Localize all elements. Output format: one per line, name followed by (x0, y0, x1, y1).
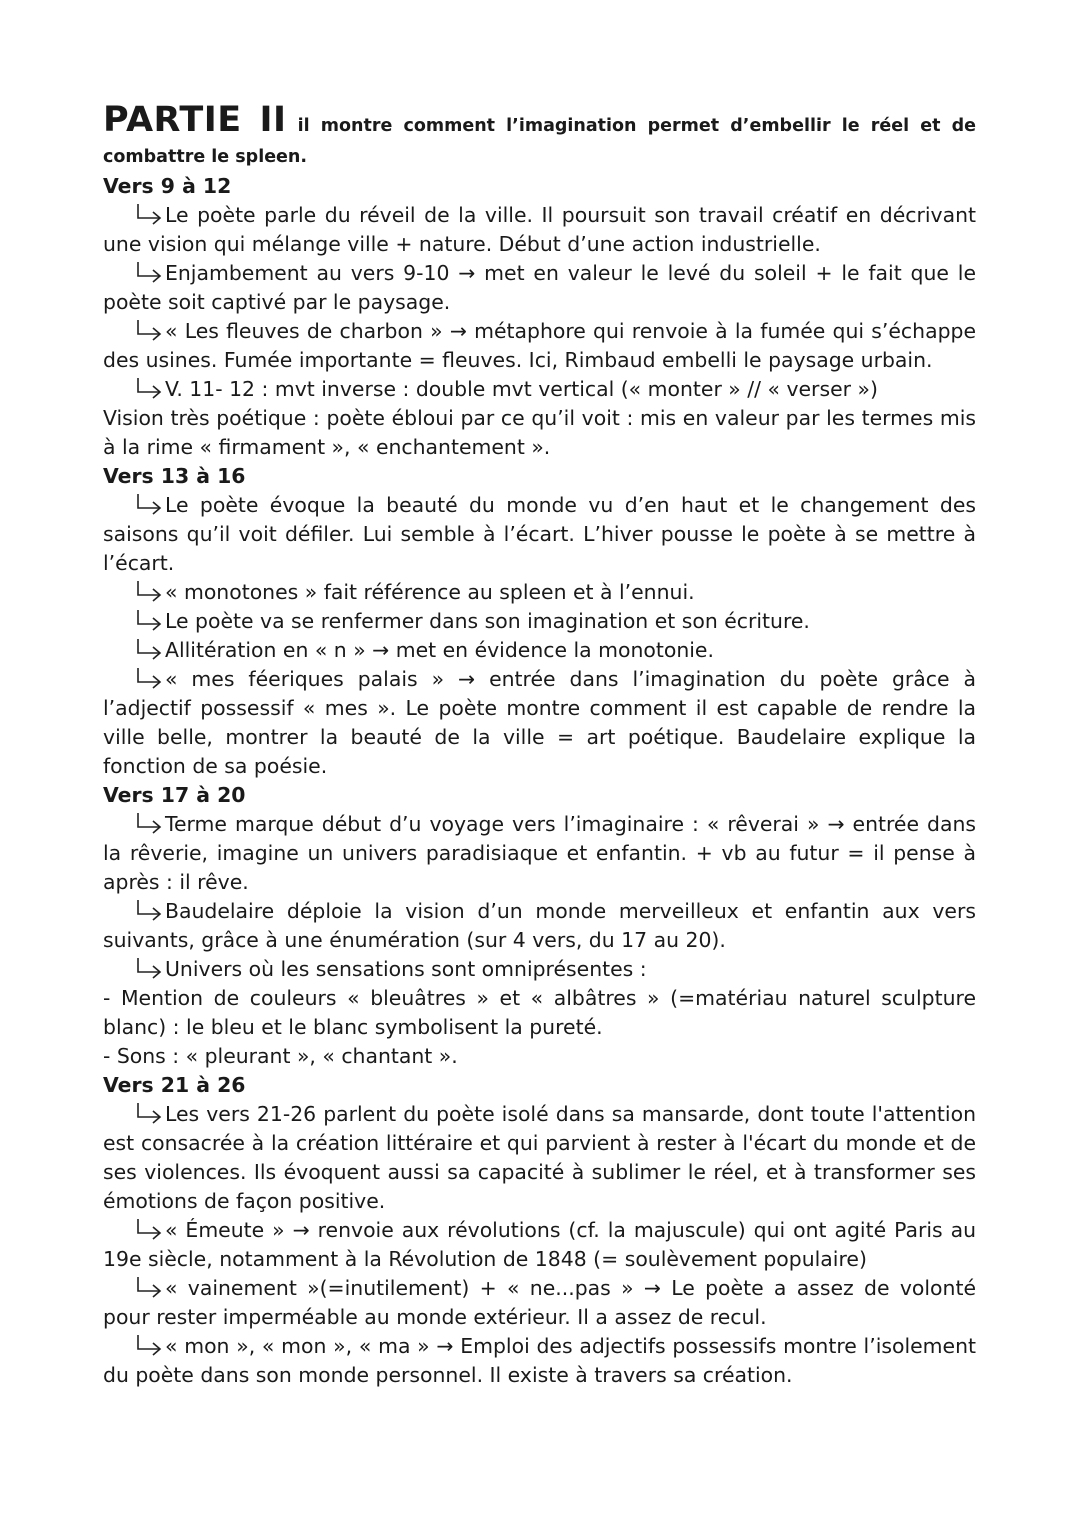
section-title: Vers 13 à 16 (103, 464, 246, 488)
bent-arrow-icon (133, 1102, 165, 1124)
bullet-text: Le poète évoque la beauté du monde vu d’en haut et le changement des saisons qu’il voit défiler. Lui semble à l’écart. L’hiver pousse le poète à se mettre à l’écart. (103, 493, 976, 575)
part-subtitle: il montre comment l’imagination permet d’embellir le réel et de combattre le spleen. (103, 116, 976, 167)
section-title: Vers 9 à 12 (103, 174, 232, 198)
bullet-paragraph (103, 317, 976, 375)
bullet-paragraph (103, 955, 976, 984)
bullet-paragraph (103, 897, 976, 955)
bent-arrow-icon (133, 580, 165, 602)
bent-arrow-icon (133, 377, 165, 399)
bent-arrow-icon (133, 638, 165, 660)
list-item: - Sons : « pleurant », « chantant ». (103, 1044, 458, 1068)
plain-paragraph: Vision très poétique : poète ébloui par ce qu’il voit : mis en valeur par les termes mis à la rime « firmament », « enchantement ». (103, 406, 976, 459)
list-item: - Mention de couleurs « bleuâtres » et « albâtres » (=matériau naturel sculpture blanc) : le bleu et le blanc symbolisent la pureté. (103, 986, 976, 1039)
bullet-text: « vainement »(=inutilement) + « ne...pas » → Le poète a assez de volonté pour rester imperméable au monde extérieur. Il a assez de recul. (103, 1276, 976, 1329)
bullet-paragraph (103, 491, 976, 578)
bullet-paragraph (103, 1216, 976, 1274)
bullet-text: « mon », « mon », « ma » → Emploi des adjectifs possessifs montre l’isolement du poète dans son monde personnel. Il existe à travers sa création. (103, 1334, 976, 1387)
bullet-paragraph (103, 259, 976, 317)
bent-arrow-icon (133, 899, 165, 921)
bullet-paragraph (103, 607, 976, 636)
bullet-text: Univers où les sensations sont omniprésentes : (165, 957, 647, 981)
bullet-paragraph (103, 578, 976, 607)
bullet-paragraph (103, 375, 976, 404)
bent-arrow-icon (133, 493, 165, 515)
bullet-text: Allitération en « n » → met en évidence la monotonie. (165, 638, 714, 662)
bullet-text: Le poète va se renfermer dans son imagination et son écriture. (165, 609, 810, 633)
bent-arrow-icon (133, 319, 165, 341)
section-title: Vers 17 à 20 (103, 783, 246, 807)
bullet-text: « Les fleuves de charbon » → métaphore qui renvoie à la fumée qui s’échappe des usines. Fumée importante = fleuves. Ici, Rimbaud embelli le paysage urbain. (103, 319, 976, 372)
bullet-text: Enjambement au vers 9-10 → met en valeur le levé du soleil + le fait que le poète soit captivé par le paysage. (103, 261, 976, 314)
bent-arrow-icon (133, 203, 165, 225)
bullet-paragraph (103, 201, 976, 259)
bullet-paragraph (103, 665, 976, 781)
bullet-text: V. 11- 12 : mvt inverse : double mvt vertical (« monter » // « verser ») (165, 377, 878, 401)
bullet-text: Terme marque début d’u voyage vers l’imaginaire : « rêverai » → entrée dans la rêverie, imagine un univers paradisiaque et enfantin. + vb au futur = il pense à après : il rêve. (103, 812, 976, 894)
bent-arrow-icon (133, 1276, 165, 1298)
bullet-text: « Émeute » → renvoie aux révolutions (cf. la majuscule) qui ont agité Paris au 19e siècle, notamment à la Révolution de 1848 (= soulèvement populaire) (103, 1218, 976, 1271)
bent-arrow-icon (133, 812, 165, 834)
bent-arrow-icon (133, 1218, 165, 1240)
bullet-paragraph (103, 1100, 976, 1216)
part-title: PARTIE II (103, 100, 287, 140)
bent-arrow-icon (133, 667, 165, 689)
section-title: Vers 21 à 26 (103, 1073, 246, 1097)
bent-arrow-icon (133, 261, 165, 283)
bent-arrow-icon (133, 609, 165, 631)
bullet-paragraph (103, 1332, 976, 1390)
bullet-text: « mes féeriques palais » → entrée dans l’imagination du poète grâce à l’adjectif possessif « mes ». Le poète montre comment il est capable de rendre la ville belle, montrer la beauté de la ville = art poétique. Baudelaire explique la fonction de sa poésie. (103, 667, 976, 778)
bullet-paragraph (103, 1274, 976, 1332)
bent-arrow-icon (133, 1334, 165, 1356)
bullet-text: Les vers 21-26 parlent du poète isolé dans sa mansarde, dont toute l'attention est consacrée à la création littéraire et qui parvient à rester à l'écart du monde et de ses violences. Ils évoquent aussi sa capacité à sublimer le réel, et à transformer ses émotions de façon positive. (103, 1102, 976, 1213)
bullet-paragraph (103, 810, 976, 897)
bullet-paragraph (103, 636, 976, 665)
document-page (103, 100, 976, 1390)
bullet-text: Baudelaire déploie la vision d’un monde merveilleux et enfantin aux vers suivants, grâce à une énumération (sur 4 vers, du 17 au 20). (103, 899, 976, 952)
bullet-text: Le poète parle du réveil de la ville. Il poursuit son travail créatif en décrivant une vision qui mélange ville + nature. Début d’une action industrielle. (103, 203, 976, 256)
bent-arrow-icon (133, 957, 165, 979)
part-heading (103, 100, 976, 172)
bullet-text: « monotones » fait référence au spleen et à l’ennui. (165, 580, 695, 604)
